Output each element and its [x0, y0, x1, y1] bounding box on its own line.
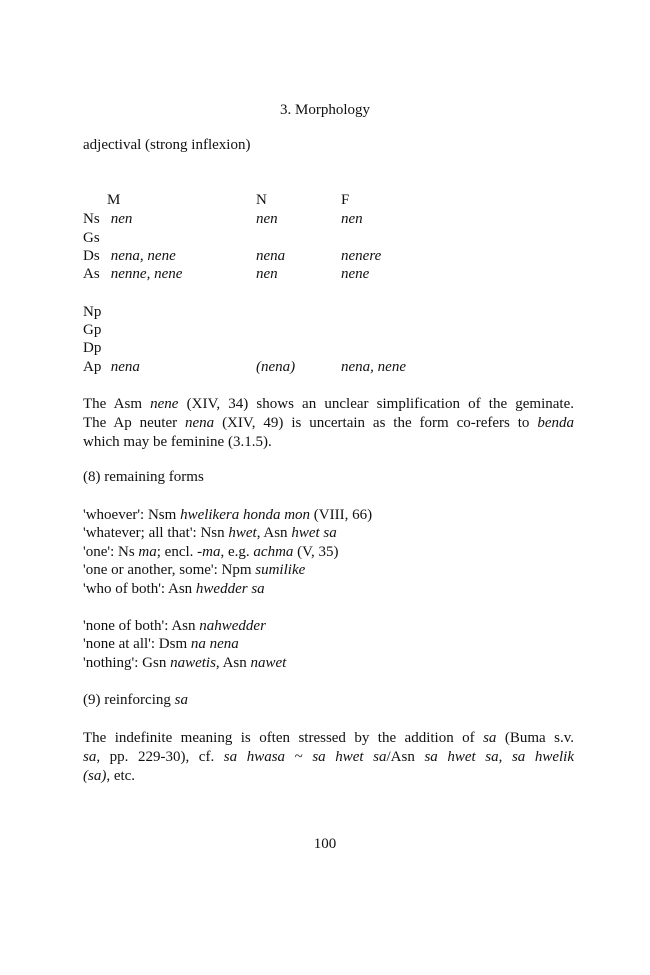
case-label: Gp	[83, 322, 102, 338]
section-9-title: (9) reinforcing sa	[83, 692, 188, 708]
form-m: nenne, nene	[110, 266, 183, 282]
page-number: 100	[313, 836, 337, 852]
form-f: nen	[341, 211, 363, 227]
list-item: 'who of both': Asn hwedder sa	[83, 581, 265, 597]
form-n: nen	[256, 266, 278, 282]
paragraph-asm-note: The Asm nene (XIV, 34) shows an unclear simplification of the geminate. The Ap neuter nena (XIV, 49) is uncertain as the form co-refers to benda which may be feminine (3.1.5).	[83, 396, 574, 450]
form-n: (nena)	[256, 359, 296, 375]
list-item: 'whoever': Nsm hwelikera honda mon (VIII, 66)	[83, 507, 373, 523]
section-8-title: (8) remaining forms	[83, 469, 204, 485]
table-row	[83, 229, 107, 248]
list-item: 'one': Ns ma; encl. -ma, e.g. achma (V, 35)	[83, 544, 339, 560]
table-row	[83, 339, 107, 358]
case-label: Np	[83, 304, 102, 320]
list-item: 'none at all': Dsm na nena	[83, 636, 239, 652]
table-row	[83, 210, 132, 229]
case-label: As	[83, 266, 100, 282]
table-row	[83, 265, 182, 284]
form-m: nena	[110, 359, 140, 375]
case-label: Dp	[83, 340, 102, 356]
list-item: 'nothing': Gsn nawetis, Asn nawet	[83, 655, 287, 671]
column-header-f: F	[341, 192, 350, 208]
column-header-m: M	[107, 192, 121, 208]
case-label: Gs	[83, 230, 100, 246]
form-m: nena, nene	[110, 248, 176, 264]
form-n: nena	[256, 248, 286, 264]
case-label: Ns	[83, 211, 100, 227]
paragraph-indefinite-meaning: The indefinite meaning is often stressed by the addition of sa (Buma s.v. sa, pp. 229-30), cf. sa hwasa ~ sa hwet sa/Asn sa hwet sa, sa hwelik (sa), etc.	[83, 730, 575, 784]
form-f: nene	[341, 266, 370, 282]
form-m: nen	[110, 211, 133, 227]
list-item: 'none of both': Asn nahwedder	[83, 618, 266, 634]
case-label: Ds	[83, 248, 100, 264]
list-item: 'whatever; all that': Nsn hwet, Asn hwet sa	[83, 525, 337, 541]
table-row	[83, 358, 140, 377]
list-item: 'one or another, some': Npm sumilike	[83, 562, 306, 578]
section-title: adjectival (strong inflexion)	[83, 137, 251, 153]
form-f: nena, nene	[341, 359, 406, 375]
form-f: nenere	[341, 248, 382, 264]
form-n: nen	[256, 211, 278, 227]
column-header-n: N	[256, 192, 267, 208]
table-row	[83, 321, 107, 340]
case-label: Ap	[83, 359, 102, 375]
running-header: 3. Morphology	[280, 102, 370, 118]
table-row	[83, 303, 107, 322]
table-row	[83, 247, 176, 266]
